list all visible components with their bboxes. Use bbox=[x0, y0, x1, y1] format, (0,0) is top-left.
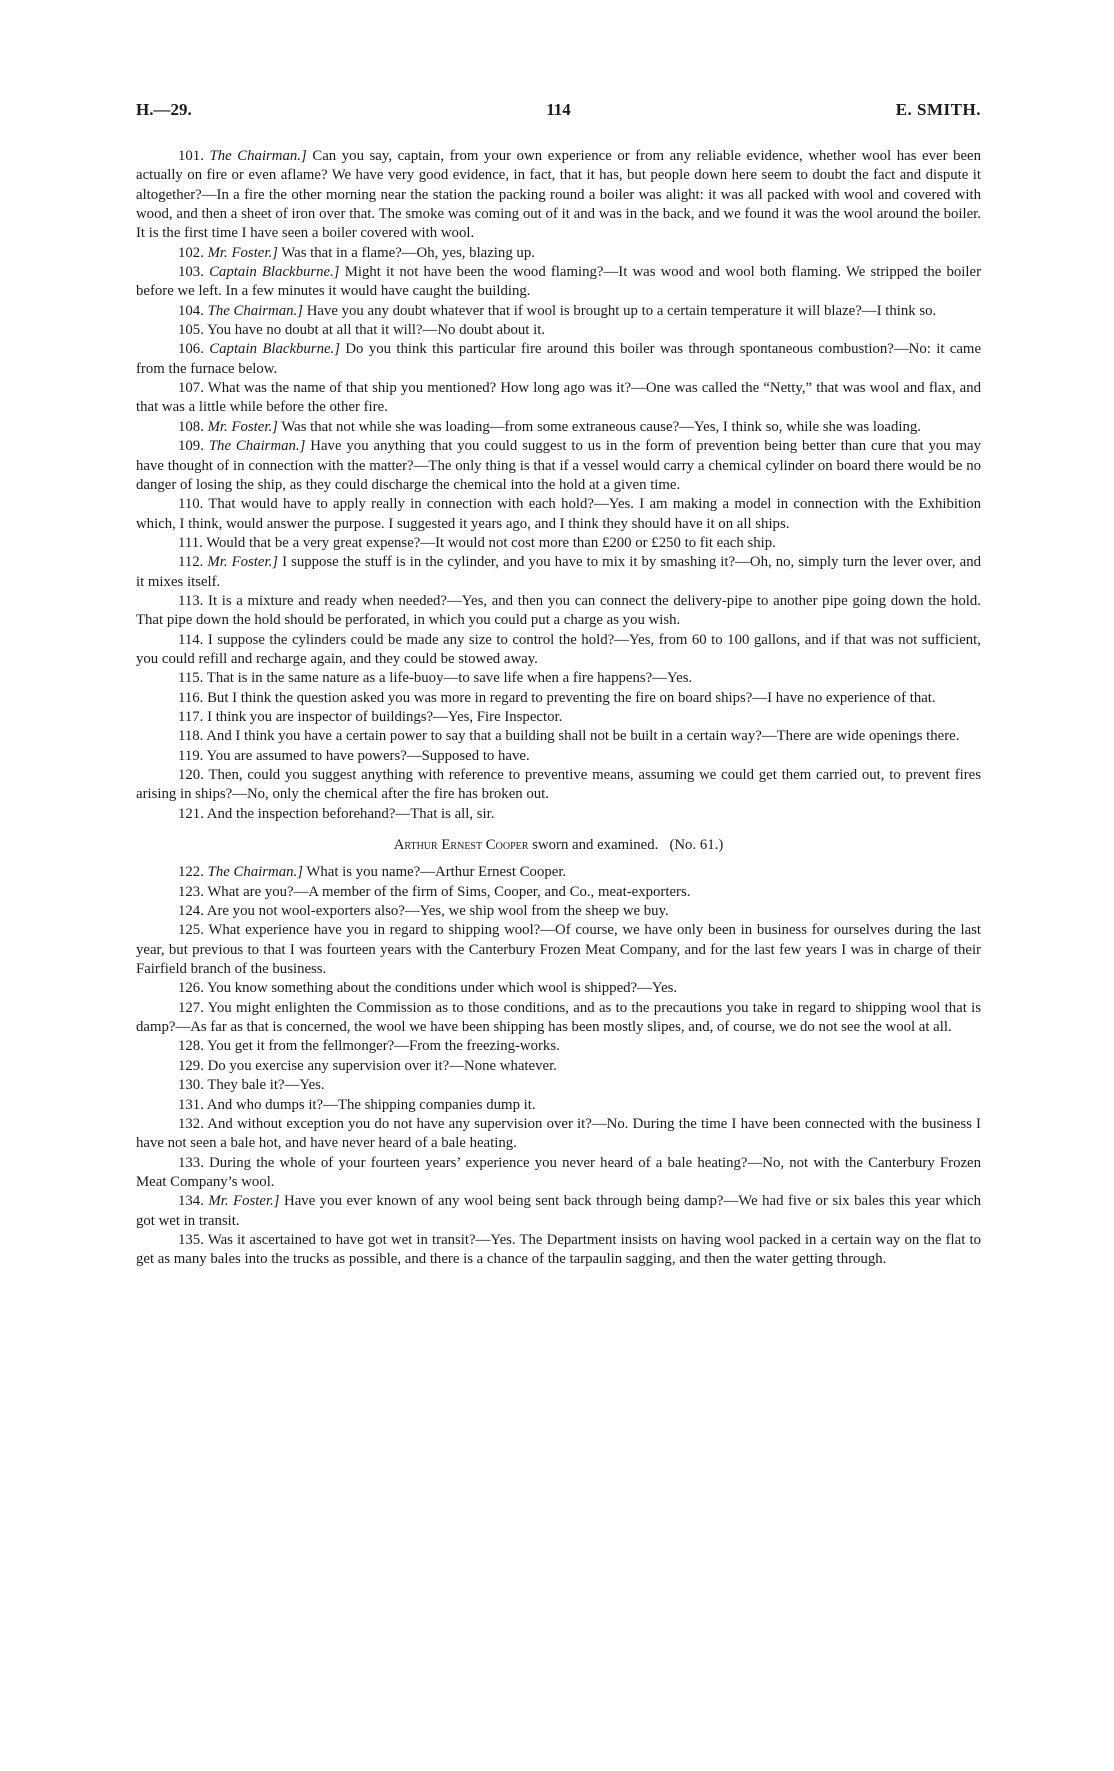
question-paragraph bbox=[136, 321, 981, 340]
question-paragraph bbox=[136, 1037, 981, 1056]
question-text: Would that be a very great expense?—It would not cost more than £200 or £250 to fit each ship. bbox=[206, 534, 776, 551]
question-text: I suppose the cylinders could be made any size to control the hold?—Yes, from 60 to 100 gallons, and if that was not sufficient, you could refill and recharge again, and they could be stowed away. bbox=[136, 631, 981, 667]
question-text: You have no doubt at all that it will?—No doubt about it. bbox=[207, 322, 546, 339]
question-paragraph bbox=[136, 689, 981, 708]
question-paragraph bbox=[136, 902, 981, 921]
speaker-name: Mr. Foster.] bbox=[208, 1193, 280, 1210]
question-text: That is in the same nature as a life-buoy—to save life when a fire happens?—Yes. bbox=[206, 670, 693, 687]
speaker-name: Mr. Foster.] bbox=[207, 418, 278, 435]
question-number: 132. bbox=[178, 1115, 204, 1132]
question-paragraph bbox=[136, 263, 981, 302]
question-paragraph bbox=[136, 553, 981, 592]
question-text: What is you name?—Arthur Ernest Cooper. bbox=[306, 864, 567, 881]
question-paragraph bbox=[136, 534, 981, 553]
question-number: 133. bbox=[178, 1154, 204, 1171]
question-paragraph bbox=[136, 921, 981, 979]
question-number: 117. bbox=[178, 708, 204, 725]
question-text: They bale it?—Yes. bbox=[207, 1077, 325, 1094]
question-number: 116. bbox=[178, 689, 204, 706]
question-number: 107. bbox=[178, 380, 204, 397]
question-text: Have you anything that you could suggest to us in the form of prevention being better than cure that you may have thought of in connection with the matter?—The only thing is that if a vessel would carry a chemical cylinder on board there would be no danger of losing the ship, as they could discharge the chemical into the hold at a given time. bbox=[136, 438, 982, 493]
question-paragraph bbox=[136, 669, 981, 688]
question-paragraph bbox=[136, 1057, 981, 1076]
question-number: 129. bbox=[178, 1057, 204, 1074]
witness-heading bbox=[136, 836, 981, 855]
question-text: What experience have you in regard to shipping wool?—Of course, we have only been in business for ourselves during the last year, but previous to that I was fourteen years with the Canterbury Frozen Meat Company, and for the last few years I was in charge of their Fairfield branch of the business. bbox=[136, 922, 981, 978]
question-text: Do you think this particular fire around this boiler was through spontaneous combustion?—No: it came from the furnace below. bbox=[136, 341, 982, 377]
question-number: 128. bbox=[178, 1038, 204, 1055]
speaker-name: Mr. Foster.] bbox=[207, 244, 278, 261]
question-paragraph bbox=[136, 379, 981, 418]
question-paragraph bbox=[136, 418, 981, 437]
question-number: 118. bbox=[178, 728, 204, 745]
question-paragraph bbox=[136, 147, 981, 244]
question-number: 127. bbox=[178, 999, 204, 1016]
question-number: 109. bbox=[178, 438, 204, 455]
speaker-name: The Chairman.] bbox=[207, 864, 303, 881]
question-text: That would have to apply really in connection with each hold?—Yes. I am making a model in connection with the Exhibition which, I think, would answer the purpose. I suggested it years ago, and I think they should have it on all ships. bbox=[136, 496, 981, 532]
question-paragraph bbox=[136, 1096, 981, 1115]
page-body bbox=[136, 147, 981, 1270]
question-paragraph bbox=[136, 863, 981, 882]
question-text: You get it from the fellmonger?—From the freezing-works. bbox=[207, 1038, 560, 1055]
question-number: 125. bbox=[178, 922, 204, 939]
question-number: 130. bbox=[178, 1077, 204, 1094]
page-header bbox=[136, 100, 981, 124]
question-text: Was it ascertained to have got wet in transit?—Yes. The Department insists on having wool packed in a certain way on the flat to get as many bales into the trucks as possible, and there is a chance of the tarpaulin sagging, and then the water getting through. bbox=[136, 1231, 981, 1268]
question-text: What was the name of that ship you mentioned? How long ago was it?—One was called the “Netty,” that was wool and flax, and that was a little while before the other fire. bbox=[136, 380, 981, 416]
question-text: Was that not while she was loading—from some extraneous cause?—Yes, I think so, while she was loading. bbox=[281, 418, 921, 435]
question-number: 113. bbox=[178, 592, 204, 609]
running-head-witness: E. SMITH. bbox=[895, 100, 981, 119]
question-number: 106. bbox=[178, 341, 204, 358]
question-number: 112. bbox=[178, 554, 204, 571]
question-text: During the whole of your fourteen years’ experience you never heard of a bale heating?—No, not with the Canterbury Frozen Meat Company’s wool. bbox=[136, 1154, 982, 1190]
paper-reference: H.—29. bbox=[136, 100, 192, 119]
question-number: 135. bbox=[178, 1231, 204, 1248]
question-text: I suppose the stuff is in the cylinder, and you have to mix it by smashing it?—Oh, no, simply turn the lever over, and it mixes itself. bbox=[136, 554, 981, 590]
question-text: What are you?—A member of the firm of Sims, Cooper, and Co., meat-exporters. bbox=[207, 883, 691, 900]
question-number: 101. bbox=[178, 148, 204, 164]
question-text: You might enlighten the Commission as to those conditions, and as to the precautions you take in regard to shipping wool that is damp?—As far as that is concerned, the wool we have been shipping has been mostly slipes, and, of course, we do not see the wool at all. bbox=[136, 999, 982, 1036]
speaker-name: The Chairman.] bbox=[208, 438, 306, 455]
question-number: 131. bbox=[178, 1096, 204, 1113]
question-paragraph bbox=[136, 999, 981, 1038]
question-number: 119. bbox=[178, 747, 204, 764]
question-number: 110. bbox=[178, 496, 204, 513]
question-number: 124. bbox=[178, 903, 204, 920]
question-text: You know something about the conditions under which wool is shipped?—Yes. bbox=[207, 980, 678, 997]
question-text: Have you ever known of any wool being sent back through being damp?—We had five or six bales this year which got wet in transit. bbox=[136, 1193, 982, 1229]
question-paragraph bbox=[136, 708, 981, 727]
question-text: Might it not have been the wood flaming?—It was wood and wool both flaming. We stripped the boiler before we left. In a few minutes it would have caught the building. bbox=[136, 264, 982, 300]
question-text: Can you say, captain, from your own experience or from any reliable evidence, whether wool has ever been actually on fire or even aflame? We have very good evidence, in fact, that it has, but people down here seem to doubt the fact and dispute it altogether?—In a fire the other morning near the station the packing round a boiler was alight: it was all packed with wool and covered with wood, and then a sheet of iron over that. The smoke was coming out of it and was in the back, and we found it was the wool around the boiler. It is the first time I have seen a boiler covered with wool. bbox=[136, 148, 982, 242]
question-number: 111. bbox=[178, 534, 203, 551]
question-text: I think you are inspector of buildings?—Yes, Fire Inspector. bbox=[207, 708, 563, 725]
question-number: 126. bbox=[178, 980, 204, 997]
question-number: 120. bbox=[178, 767, 204, 783]
question-paragraph bbox=[136, 979, 981, 998]
question-paragraph bbox=[136, 495, 981, 534]
question-paragraph bbox=[136, 302, 981, 321]
question-paragraph bbox=[136, 244, 981, 263]
speaker-name: Captain Blackburne.] bbox=[209, 264, 340, 281]
witness-number: (No. 61.) bbox=[669, 837, 724, 854]
question-paragraph bbox=[136, 883, 981, 902]
question-text: But I think the question asked you was more in regard to preventing the fire on board ships?—I have no experience of that. bbox=[207, 689, 936, 706]
speaker-name: Mr. Foster.] bbox=[207, 554, 279, 571]
question-text: And I think you have a certain power to say that a building shall not be built in a certain way?—There are wide openings there. bbox=[206, 728, 960, 745]
question-number: 103. bbox=[178, 264, 204, 281]
question-number: 115. bbox=[178, 670, 204, 687]
question-paragraph bbox=[136, 1076, 981, 1095]
question-text: Then, could you suggest anything with reference to preventive means, assuming we could get them carried out, to prevent fires arising in ships?—No, only the chemical after the fire has broken out. bbox=[136, 767, 982, 803]
question-number: 123. bbox=[178, 883, 204, 900]
question-paragraph bbox=[136, 1115, 981, 1154]
question-paragraph bbox=[136, 1192, 981, 1231]
question-paragraph bbox=[136, 592, 981, 631]
question-number: 121. bbox=[178, 805, 204, 822]
question-number: 105. bbox=[178, 322, 204, 339]
question-number: 134. bbox=[178, 1193, 204, 1210]
evidence-section-1 bbox=[136, 147, 981, 824]
page-number: 114 bbox=[546, 100, 571, 119]
question-text: Do you exercise any supervision over it?—None whatever. bbox=[207, 1057, 557, 1074]
question-text: And who dumps it?—The shipping companies dump it. bbox=[206, 1096, 536, 1113]
question-text: It is a mixture and ready when needed?—Yes, and then you can connect the delivery-pipe to another pipe going down the hold. That pipe down the hold should be perforated, in which you could put a charge as you wish. bbox=[136, 592, 982, 629]
question-number: 114. bbox=[178, 631, 204, 648]
question-text: And the inspection beforehand?—That is all, sir. bbox=[206, 805, 495, 822]
question-text: Was that in a flame?—Oh, yes, blazing up. bbox=[281, 244, 535, 261]
question-number: 108. bbox=[178, 418, 204, 435]
witness-name: Arthur Ernest Cooper bbox=[393, 837, 529, 854]
evidence-section-2 bbox=[136, 863, 981, 1269]
question-text: You are assumed to have powers?—Supposed to have. bbox=[206, 747, 530, 764]
question-text: And without exception you do not have any supervision over it?—No. During the time I have been connected with the business I have not seen a bale hot, and have never heard of a bale heating. bbox=[136, 1115, 981, 1152]
witness-sworn: sworn and examined. bbox=[532, 837, 659, 854]
question-paragraph bbox=[136, 805, 981, 824]
question-paragraph bbox=[136, 340, 981, 379]
question-number: 102. bbox=[178, 244, 204, 261]
question-paragraph bbox=[136, 747, 981, 766]
speaker-name: Captain Blackburne.] bbox=[209, 341, 340, 358]
question-paragraph bbox=[136, 727, 981, 746]
question-text: Have you any doubt whatever that if wool is brought up to a certain temperature it will blaze?—I think so. bbox=[306, 302, 937, 319]
question-number: 104. bbox=[178, 302, 204, 319]
question-paragraph bbox=[136, 631, 981, 670]
question-text: Are you not wool-exporters also?—Yes, we ship wool from the sheep we buy. bbox=[206, 903, 669, 920]
question-number: 122. bbox=[178, 864, 204, 881]
speaker-name: The Chairman.] bbox=[209, 148, 307, 164]
question-paragraph bbox=[136, 766, 981, 805]
question-paragraph bbox=[136, 437, 981, 495]
speaker-name: The Chairman.] bbox=[207, 302, 303, 319]
question-paragraph bbox=[136, 1154, 981, 1193]
question-paragraph bbox=[136, 1231, 981, 1270]
